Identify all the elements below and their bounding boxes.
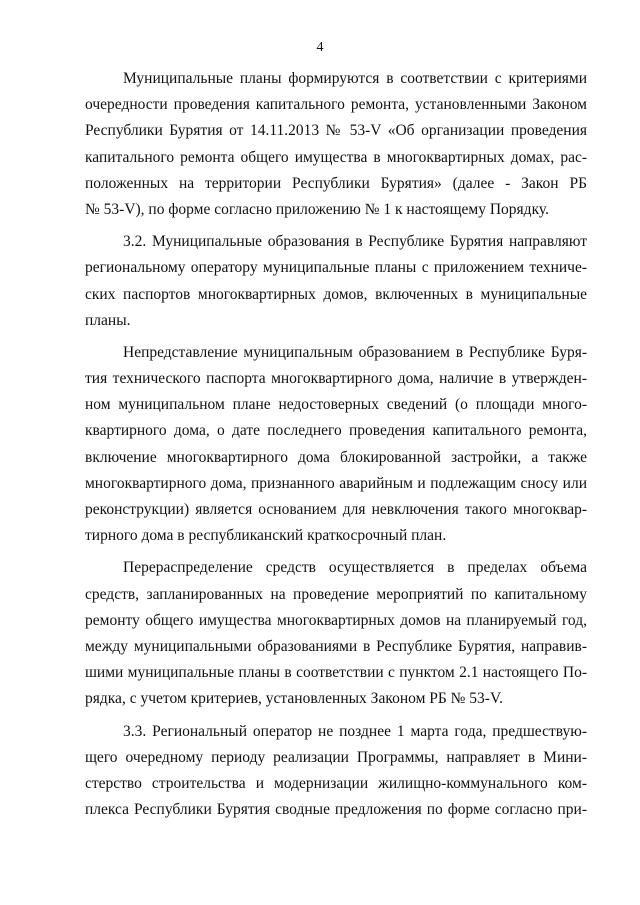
- text-line: рядка, с учетом критериев, установленных Законом РБ № 53-V.: [85, 690, 504, 708]
- text-line: щего очередному периоду реализации Программы, направляет в Мини-: [85, 748, 587, 766]
- text-line: очередности проведения капитального ремонта, установленными Законом: [85, 96, 587, 114]
- text-line: средств, запланированных на проведение мероприятий по капитальному: [85, 585, 587, 603]
- text-line: плекса Республики Бурятия сводные предложения по форме согласно при-: [85, 801, 587, 819]
- text-line: квартирного дома, о дате последнего проведения капитального ремонта,: [85, 422, 587, 440]
- text-line: ном муниципальном плане недостоверных сведений (о площади много-: [85, 396, 587, 414]
- text-line: многоквартирного дома, признанного аварийным и подлежащим сносу или: [85, 474, 587, 492]
- text-line: стерство строительства и модернизации жилищно-коммунального ком-: [85, 774, 587, 792]
- text-line: Республики Бурятия от 14.11.2013 № 53-V «Об организации проведения: [85, 122, 587, 140]
- paragraph: [85, 555, 587, 712]
- document-body: [85, 66, 587, 823]
- text-line: Муниципальные планы формируются в соответствии с критериями: [123, 70, 587, 87]
- text-line: 3.3. Региональный оператор не позднее 1 марта года, предшествую-: [123, 722, 587, 740]
- text-line: тия технического паспорта многоквартирного дома, наличие в утвержден-: [85, 370, 587, 388]
- paragraph: [85, 719, 587, 824]
- paragraph: [85, 66, 587, 223]
- text-line: Непредставление муниципальным образованием в Республике Буря-: [123, 343, 587, 361]
- text-line: № 53-V), по форме согласно приложению № 1 к настоящему Порядку.: [85, 200, 549, 218]
- text-line: планы.: [85, 311, 131, 329]
- text-line: тирного дома в республиканский краткосрочный план.: [85, 527, 447, 545]
- text-line: ских паспортов многоквартирных домов, включенных в муниципальные: [85, 285, 587, 303]
- paragraph: [85, 340, 587, 550]
- text-line: положенных на территории Республики Бурятия» (далее - Закон РБ: [85, 174, 587, 192]
- text-line: включение многоквартирного дома блокированной застройки, а также: [85, 448, 587, 466]
- text-line: шими муниципальные планы в соответствии с пунктом 2.1 настоящего По-: [85, 664, 587, 682]
- text-line: реконструкции) является основанием для невключения такого многоквар-: [85, 501, 587, 518]
- text-line: между муниципальными образованиями в Республике Бурятия, направив-: [85, 637, 587, 655]
- page-number: 4: [316, 40, 324, 55]
- text-line: региональному оператору муниципальные планы с приложением техниче-: [85, 259, 587, 277]
- text-line: Перераспределение средств осуществляется в пределах объема: [123, 559, 587, 577]
- text-line: 3.2. Муниципальные образования в Республике Бурятия направляют: [123, 233, 587, 251]
- paragraph: [85, 229, 587, 334]
- text-line: капитального ремонта общего имущества в многоквартирных домах, рас-: [85, 148, 587, 166]
- text-line: ремонту общего имущества многоквартирных домов на планируемый год,: [85, 611, 587, 629]
